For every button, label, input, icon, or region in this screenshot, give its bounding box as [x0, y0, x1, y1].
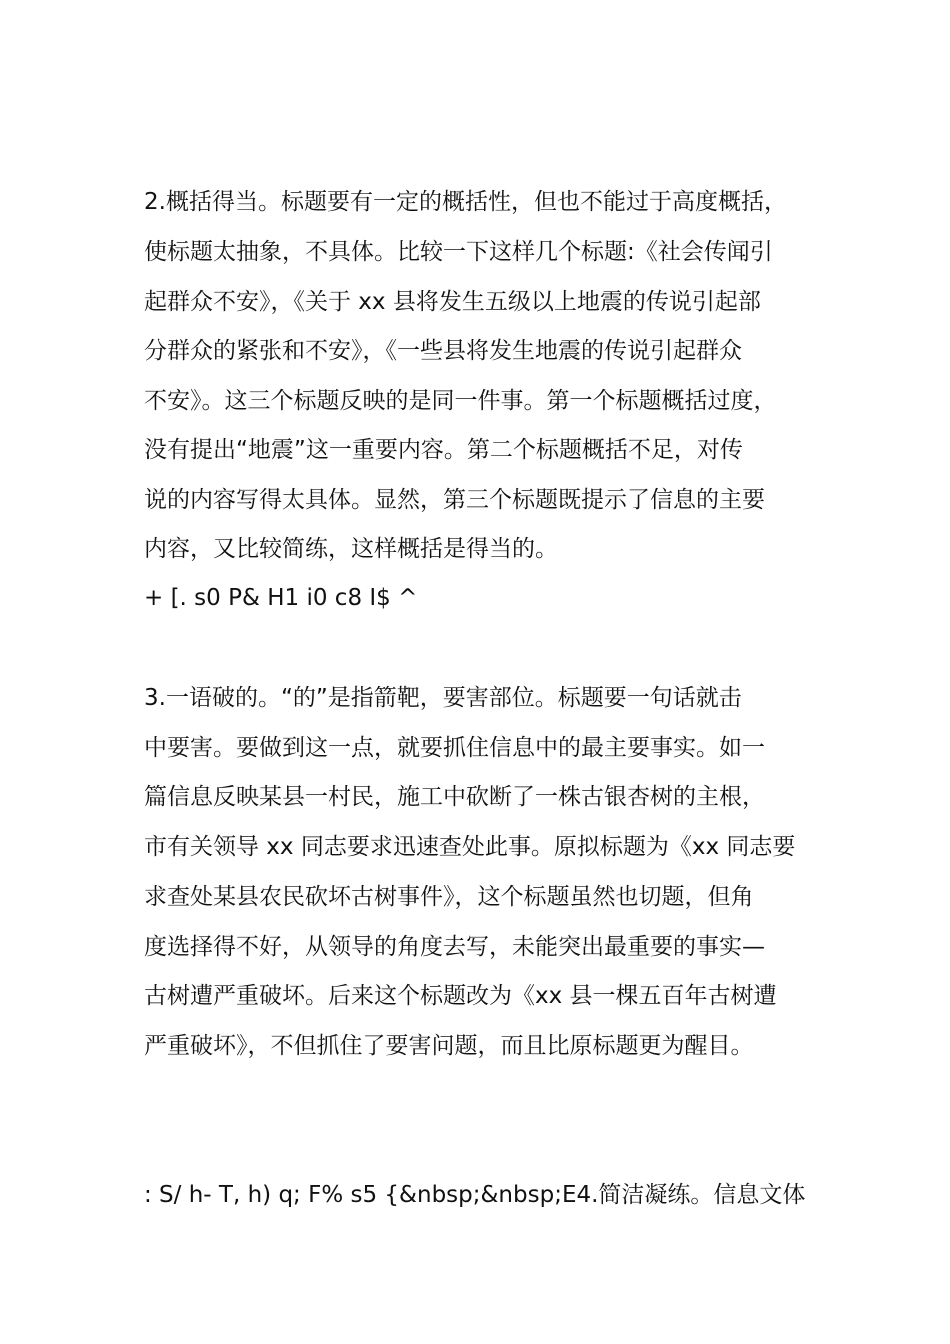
garbled-text-line: + [. s0 P& H1 i0 c8 I$ ^ [144, 585, 418, 611]
paragraph-3-line-6: 度选择得不好，从领导的角度去写，未能突出最重要的事实— [144, 934, 765, 960]
paragraph-2-line-1: 2.概括得当。标题要有一定的概括性，但也不能过于高度概括， [144, 189, 787, 215]
paragraph-2-line-7: 说的内容写得太具体。显然，第三个标题既提示了信息的主要 [144, 487, 765, 513]
paragraph-2-line-2: 使标题太抽象，不具体。比较一下这样几个标题:《社会传闻引 [144, 239, 773, 265]
paragraph-3-line-7: 古树遭严重破坏。后来这个标题改为《xx 县一棵五百年古树遭 [144, 983, 777, 1009]
paragraph-4-line-1: : S/ h- T, h) q; F% s5 {&nbsp;&nbsp;E4.简洁凝练。信息文体 [144, 1182, 806, 1208]
paragraph-3-line-4: 市有关领导 xx 同志要求迅速查处此事。原拟标题为《xx 同志要 [144, 834, 796, 860]
paragraph-3-line-5: 求查处某县农民砍坏古树事件》，这个标题虽然也切题，但角 [144, 884, 754, 910]
paragraph-2-line-6: 没有提出“地震”这一重要内容。第二个标题概括不足，对传 [144, 437, 743, 463]
paragraph-2-line-8: 内容，又比较简练，这样概括是得当的。 [144, 536, 558, 562]
paragraph-2-line-4: 分群众的紧张和不安》，《一些县将发生地震的传说引起群众 [144, 338, 742, 364]
paragraph-2-line-5: 不安》。这三个标题反映的是同一件事。第一个标题概括过度， [144, 388, 777, 414]
paragraph-3-line-2: 中要害。要做到这一点，就要抓住信息中的最主要事实。如一 [144, 735, 765, 761]
paragraph-2-line-3: 起群众不安》，《关于 xx 县将发生五级以上地震的传说引起部 [144, 289, 761, 315]
paragraph-3-line-8: 严重破坏》，不但抓住了要害问题，而且比原标题更为醒目。 [144, 1033, 754, 1059]
paragraph-3-line-1: 3.一语破的。“的”是指箭靶，要害部位。标题要一句话就击 [144, 685, 742, 711]
paragraph-3-line-3: 篇信息反映某县一村民，施工中砍断了一株古银杏树的主根， [144, 784, 765, 810]
